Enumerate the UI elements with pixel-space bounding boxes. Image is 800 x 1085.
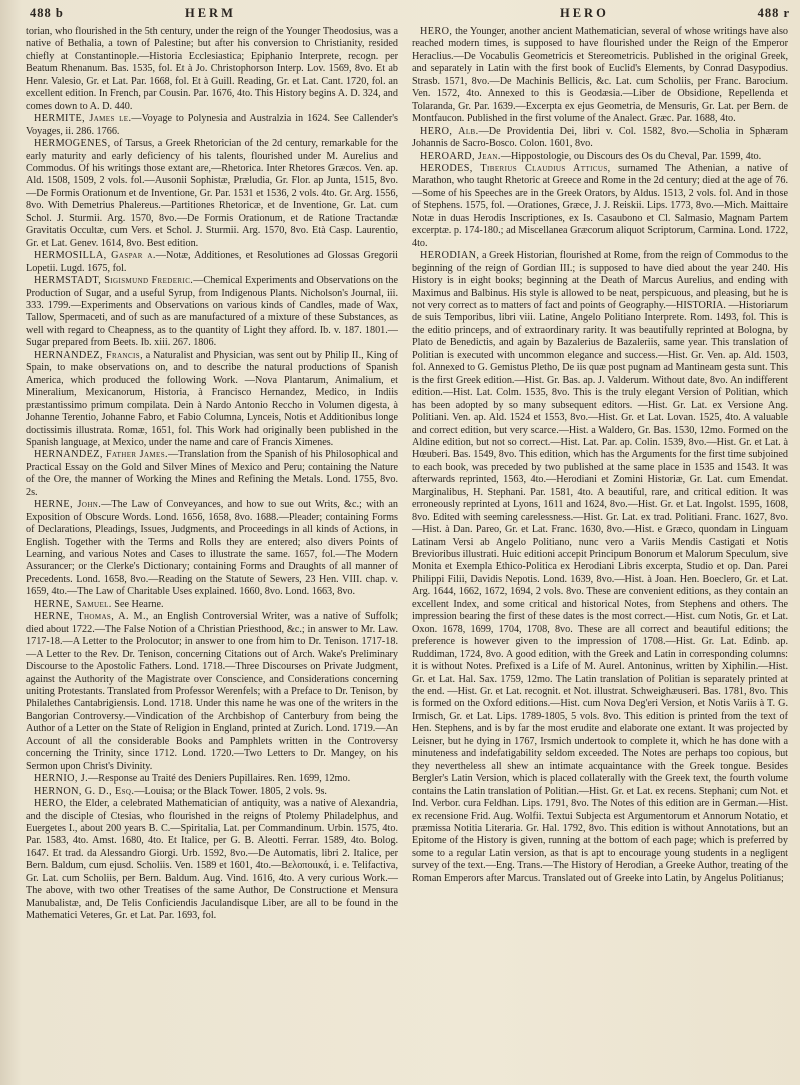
entry (26, 275, 398, 350)
entry (26, 599, 398, 611)
running-header (30, 6, 790, 24)
entry-text: —Chemical Experiments and Observations on the Production of Sugar, and a useful Syrup, from Indigenous Plants. Nicholson's Journal, iii. 333. 1799.—Experiments and Observations on various kinds of Candles, made of Wax, Tallow, Spermaceti, and of such as are manufactured of a mixture of these Substances, as well with regard to Cheapness, as to the quantity of Light they afford. Ib. v. 187. 1801.—Sugar prepared from Beets. Ib. xiii. 267. 1806. (26, 275, 398, 349)
entry (26, 138, 398, 250)
entry (26, 773, 398, 785)
entry-text: the Younger, another ancient Mathematician, several of whose writings have also reached modern times, is supposed to have flourished under the Reign of the Emperor Heraclius.—De Vocabulis Geometricis et Stereometricis. Published in the original Greek, and separately in Latin with the first book of Euclid's Elements, by Conrad Dasypodius. Strasb. 1571, 8vo.—De Machinis Bellicis, &c. Lat. cum Scholiis, per Franc. Barocium. Ven. 1572, 4to. Annexed to this is Geodæsia.—Liber de Obsidione, Repellenda et Tolaranda, Gr. Par. 1639.—Excerpta ex ejus Geometria, de Mensuris, Gr. Lat. per Bern. de Montfaucon. Published in the first volume of the Analect. Græc. Par. 1688, 4to. (412, 26, 788, 125)
entry-headword: HERNE, Samuel. (34, 598, 112, 610)
entry-text: surnamed The Athenian, a native of Marathon, who taught Rhetoric at Greece and Rome in the 2d century; died at the age of 76.—Some of his Speeches are in the Greek Orators, by Aldus. 1513, 2 vols. fol. And in those of Stephens. 1575, fol. —Orationes, Græce, J. J. Reiskii. Lips. 1773, 8vo.—Mich. Maittaire Notæ in duas Herodis Inscriptiones, ex Is. Casaubono et Cl. Salmasio, Magnam Partem excerptæ. p. 174-180.; ad Miscellanea Græcorum aliquot Scriptorum, Carmina. Lond. 1722, 4to. (412, 162, 788, 249)
entry-headword: HERNE, John. (34, 499, 102, 511)
entry-headword: HEROARD, Jean. (420, 150, 501, 162)
entry-headword: HERO, Alb. (420, 125, 479, 137)
right-page-number: 488 r (757, 6, 790, 20)
left-page-number: 488 b (30, 6, 64, 20)
right-column (412, 26, 788, 1081)
entry (412, 26, 788, 126)
entry-headword: HERO, (34, 798, 67, 810)
entry (412, 163, 788, 250)
left-running-head: HERM (185, 6, 236, 20)
entry-headword: HERNANDEZ, Father James. (34, 449, 168, 461)
entry-text: torian, who flourished in the 5th century, under the reign of the Younger Theodosius, was a native of Bethalia, a town of Palestine; but after his conversion to Christianity, resided chiefly at Constantinople.—Historia Ecclesiastica; Epiphanio Interprete, recogn. per Beatum Rhenanum. Bas. 1535, fol. Et à Jo. Christophorson Interp. Lov. 1569, 8vo. Et ab Henr. Valesio, Gr. et Lat. Par. 1668, fol. Et à Guill. Reading, Gr. et Lat. Cant. 1720, fol. an excellent edition. In French, par Cousin. Par. 1676, 4to. This History begins A. D. 324, and comes down to A. D. 440. (26, 26, 398, 112)
entry-headword: HERNE, Thomas, A. M., (34, 611, 149, 623)
entry-text: —Voyage to Polynesia and Australzia in 1624. See Callender's Voyages, ii. 286. 1766. (26, 113, 398, 137)
entry (412, 126, 788, 151)
entry (26, 499, 398, 599)
entry-headword: HERNANDEZ, Francis, (34, 349, 144, 361)
entry-text: See Hearne. (114, 598, 164, 610)
entry-headword: HERNIO, J. (34, 773, 89, 785)
entry-headword: HERMITE, James le. (34, 113, 132, 125)
entry (26, 786, 398, 798)
entry (26, 250, 398, 275)
entry-text: —Hippostologie, ou Discours des Os du Cheval, Par. 1599, 4to. (500, 150, 762, 162)
entry (412, 151, 788, 163)
entry-text: —Louisa; or the Black Tower. 1805, 2 vols. 9s. (134, 785, 327, 797)
right-running-head: HERO (560, 6, 609, 20)
left-column (26, 26, 398, 1081)
entry-text: an English Controversial Writer, was a native of Suffolk; died about 1722.—The False Notion of a Christian Priesthood, &c.; in answer to Mr. Law. 1717-18.—A Letter to the Prolocutor; in answer to one from him to Dr. Tenison. 1717-18.—A Letter to the Rev. Dr. Tenison, concerning Citations out of Arch. Wake's Preliminary Discourse to the Apostolic Fathers. Lond. 1718.—Three Discourses on Private Judgment, against the Authority of the Magistrate over Conscience, and Considerations concerning uniting Protestants. Translated from Professor Werenfels; with a Preface to Dr. Tenison, by Philalethes Cantabrigiensis. Lond. 1718. Under this name he was one of the writers in the Bangorian Controversy.—Vindication of the Archbishop of Canterbury from being the Author of a Letter on the State of Religion in England, printed at Zurich. Lond. 1719.—An Account of all the considerable Books and Pamphlets written in the Controversy concerning the Trinity, since 1712. Lond. 1720.—Two Letters to Dr. Mangey, on his Sermon upon Christ's Divinity. (26, 611, 398, 772)
entry-headword: HERMSTADT, Sigismund Frederic. (34, 275, 194, 287)
entry-text: —Translation from the Spanish of his Philosophical and Practical Essay on the Gold and Silver Mines of Mexico and Peru; containing the Nature of the Ore, the manner of Working the Mines and Refining the Metals. Lond. 1755, 8vo. 2s. (26, 449, 398, 498)
entry-text: a Naturalist and Physician, was sent out by Philip II., King of Spain, to make observations on, and to describe the natural productions of Spanish America, which produced the following Work. —Nova Plantarum, Animalium, et Mineralium, Mexicanorum, Historia, à Francisco Hernandez, Medico, in Indiis præstantissimo primum compilata. Dein à Nardo Antonio Reccho in Volumen digesta, à Johanne Terentio, Johanne Fabro, et Fabio Columna, Lynceis, Notis et Additionibus longe doctissimis illustrata. Romæ, 1651, fol. This Work had originally been published in the Spanish language, at Mexico, under the name and care of Francis Ximenes. (26, 349, 398, 448)
entry (26, 798, 398, 923)
entry-headword: HERMOSILLA, Gaspar a. (34, 250, 156, 262)
entry-text: —Notæ, Additiones, et Resolutiones ad Glossas Gregorii Lopetii. Lugd. 1675, fol. (26, 250, 398, 274)
entry-text: of Tarsus, a Greek Rhetorician of the 2d century, remarkable for the early maturity and early deficiency of his talents, flourished under M. Aurelius and Commodus. Of his writings those extant are,—Rhetorica. Inter Rhetores Græcos. Ven. ap. Ald. 1508, 1509, 2 vols. fol.—Ausonii Sophistæ, Præludia, Gr. Flor. ap Junta, 1515, 8vo.—De Formis Orationum et de Inventione, Gr. Par. 1531 et 1536, 2 vols. 4to. Gr. Arg. 1556, 8vo. With Demetrius Phalereus.—Partitiones Rhetoricæ, et de Inventione, Gr. Lat. cum Schol. J. Sturmii. Arg. 1570, 8vo.—De Formis Orationum, et de Ratione Tractandæ Gravitatis Occultæ, cum Vers. et Schol. J. Sturmii. Arg. 1570, 8vo. Età Casp. Laurentio, Gr. et Lat. Genev. 1614, 8vo. Best edition. (26, 138, 398, 249)
entry-headword: HERMOGENES, (34, 138, 111, 150)
entry (26, 449, 398, 499)
entry-text: —Response au Traité des Deniers Pupillaires. Ren. 1699, 12mo. (88, 773, 351, 785)
entry-headword: HERO, (420, 26, 453, 37)
entry (26, 611, 398, 773)
entry-headword: HERODES, Tiberius Claudius Atticus, (420, 162, 611, 174)
entry (26, 113, 398, 138)
entry (26, 350, 398, 450)
column-gutter (398, 0, 404, 1085)
entry-headword: HERNON, G. D., Esq. (34, 785, 135, 797)
entry-text: —De Providentia Dei, libri v. Col. 1582, 8vo.—Scholia in Sphæram Johannis de Sacro-Bosco. Colon. 1601, 8vo. (412, 125, 788, 150)
entry (412, 250, 788, 885)
entry-text: —The Law of Conveyances, and how to sue out Writs, &c.; with an Exposition of Obscure Words. Lond. 1656, 1658, 8vo. 1688.—Pleader; containing Forms of Declarations, Pleadings, Issues, Judgments, and Proceedings in all kinds of Actions, in English. Together with the Terms and Rolls they are entered; also divers Points of Learning, and various Notes and Cases to illustrate the same. 1657, fol.—The Modern Assurancer; or the Clerke's Dictionary; containing Forms and Draughts of all manner of Precedents. Lond. 1658, 8vo.—Reading on the Statute of Sewers, 23 Hen. VIII. chap. v. 1659, 4to.—The Law of Charitable Uses explained. 1660, 8vo. Lond. 1663, 8vo. (26, 499, 398, 598)
entry-headword: HERODIAN, (420, 250, 480, 262)
entry-text: a Greek Historian, flourished at Rome, from the reign of Commodus to the beginning of the reign of Gordian III.; is supposed to have died about the year 240. His History is in eight books; beginning at the Death of Marcus Aurelius, and ending with Maximus and Balbinus. His style is allowed to be neat, perspicuous, and pleasing, but he is not very correct as to matters of fact and points of Geography.—HISTORIA. —Historiarum de suis Temporibus, libri viii. Latine, Angelo Politiano Interprete. Rom. 1493, fol. This is the editio princeps, and of extraordinary rarity. It was beautifully reprinted at Bologna, by Plato de Benedictis, and again by Bazalerius de Bazaleriis, same year. This translation of Politian is executed with uncommon elegance and success.—Hist. Gr. Ven. ap. Ald. 1503, fol. Annexed to G. Gemistus Pletho, De iis quæ post pugnam ad Mantineam gesta sunt. This is the first Greek edition.—Hist. Gr. Bas. ap. J. Valderum. Without date, 8vo. An indifferent edition.—Hist. Lat. Colm. 1535, 8vo. This is the truly elegant Version of Politian, which has been adopted by so many subsequent editors. —Hist. Gr. Lat. ex Versione Ang. Politiani. Ven. ap. Ald. 1524 et 1553, 8vo.—Hist. Gr. et Lat. Lovan. 1525, 4to. A valuable and correct edition, but very scarce.—Hist. a Waldero, Gr. Bas. 1530, 12mo. Formed on the Aldine edition, but not so correct.—Hist. Lat. Par. ap. Colin. 1539, 8vo.—Hist. Gr. et Lat. à Hœuberi. Bas. 1549, 8vo. This edition, which has the Arguments for the first time subjoined to each book, was preceded by two published at the same place in 1535 and 1543. It was afterwards reprinted, 1563, 4to.—Herodiani et Zomini Historiæ, Gr. Lat. cum Emendat. Marginalibus, H. Stephani. Par. 1581, 4to. A beautiful, rare, and critical edition. It was erroneously reprinted at Lyons, 1611 and 1624, 8vo.—Hist. Gr. et Lat. Ingolst. 1595, 1608, 8vo. Edited with seeming carelessness.—Hist. Gr. Lat. ex trad. Politiani. Franc. 1627, 8vo.—Hist. à Dan. Pareo, Gr. et Lat. Franc. 1630, 8vo.—Hist. e Græco, quondam in Linguam Latinam Versi ab Angelo Politiano, nunc vero a Variis Mendis Castigati et Notis Brevioribus illustrati. Huic editioni accepit Principum Bonorum et Malorum Speculum, sive Monita et Exempla Ethico-Politica ex Herodiani Libris excerpta, Studio et op. Dan. Parei Philippi Filii, Davidis Nepotis. Lond. 1639, 8vo.—Hist. à Joan. Hen. Boeclero, Gr. et Lat. Arg. 1644, 1662, 1672, 1694, 2 vols. 8vo. These are convenient editions, as they contain an excellent Index, and some critical and historical Notes, from Stephens and others. The impression bearing the first of these dates is the most correct.—Hist. cum Notis, Gr. et Lat. Oxon. 1678, 1699, 1704, 1708, 8vo. These are all correct and beautiful editions; the preference is however given to the impression of 1708.—Hist. Gr. Lat. Edinb. ap. Ruddiman, 1724, 8vo. A good edition, with the Greek and Latin in corresponding columns: it is without Notes. Prefixed is a Life of M. Aurel. Antoninus, written by Xiphilin.—Hist. Gr. et Lat. Hal. Sax. 1759, 12mo. The Latin translation of Politian is separately printed at the end. —Hist. Gr. et Lat. recognit. et Not. illustrat. Schweighæuseri. Bas. 1781, 8vo. This is formed on the Oxford editions.—Hist. cum Nova Deg'eri Version, et Notis Variis à T. G. Irmisch, Gr. et Lat. Lips. 1789-1805, 5 vols. 8vo. This edition is printed from the text of Hen. Stephens, and is by far the most erudite and elaborate one extant. It was projected by Leisner, but he dying in 1767, Irsmich undertook to complete it, which he has done with a minuteness and indefatigability seldom exceeded. The Notes are perhaps too copious, but they nevertheless all shew an intimate acquaintance with the Greek tongue. Besides Bergler's Latin Version, which is placed collaterally with the Greek text, the fourth volume contains the Latin translation of Politian.—Hist. Gr. et Lat. ex recens. Stephani; cum Not. et Ind. Verbor. cura Feldhan. Lips. 1791, 8vo. The Notes of this edition are in German.—Hist. ex recensione Frid. Aug. Wolfii. Textui Subjecta est Argumentorum et Annorum Notatio, et præmissa Notitia Literaria. Gr. Hal. 1792, 8vo. This edition is without Annotations, but an Epitome of the History is given, running at the bottom of each page; which is preferred by some to a regular Latin version, as that is apt to encourage young students in a negligent survey of the text.—Eng. Trans.—The History of Herodian, a Greeke Author, treating of the Roman Emperors after Marcus. Translated out of Greeke into Latin, by Angelus Politianus; (412, 250, 788, 884)
entry-text: the Elder, a celebrated Mathematician of antiquity, was a native of Alexandria, and the disciple of Ctesias, who flourished in the reigns of Ptolemy Philadelphus, and Euergetes I., about 200 years B. C.—Spiritalia, Lat. per Commandinum. Urbin. 1575, 4to. Par. 1583, 4to. Amst. 1680, 4to. Et Italice, per G. B. Aleotti. Ferrar. 1589, 4to. Bolog. 1647. Et trad. da Alessandro Giorgi. Urb. 1592, 8vo.—De Automatis, libri 2. Italice, per Bern. Baldum, cum ejusd. Scholiis. Ven. 1589 et 1601, 4to.—Βελοποιικά, i. e. Telifactiva, Gr. Lat. cum Scholiis, per Bern. Baldum. Aug. Vind. 1616, 4to. A very curious Work.—The above, with two other Treatises of the same Author, De Constructione et Mensura Manubalistæ, and, De Telis Conficiendis Jaculandisque Liber, are all to be found in the Mathematici Veteres, Gr. et Lat. Par. 1693, fol. (26, 798, 398, 922)
entry (26, 26, 398, 113)
